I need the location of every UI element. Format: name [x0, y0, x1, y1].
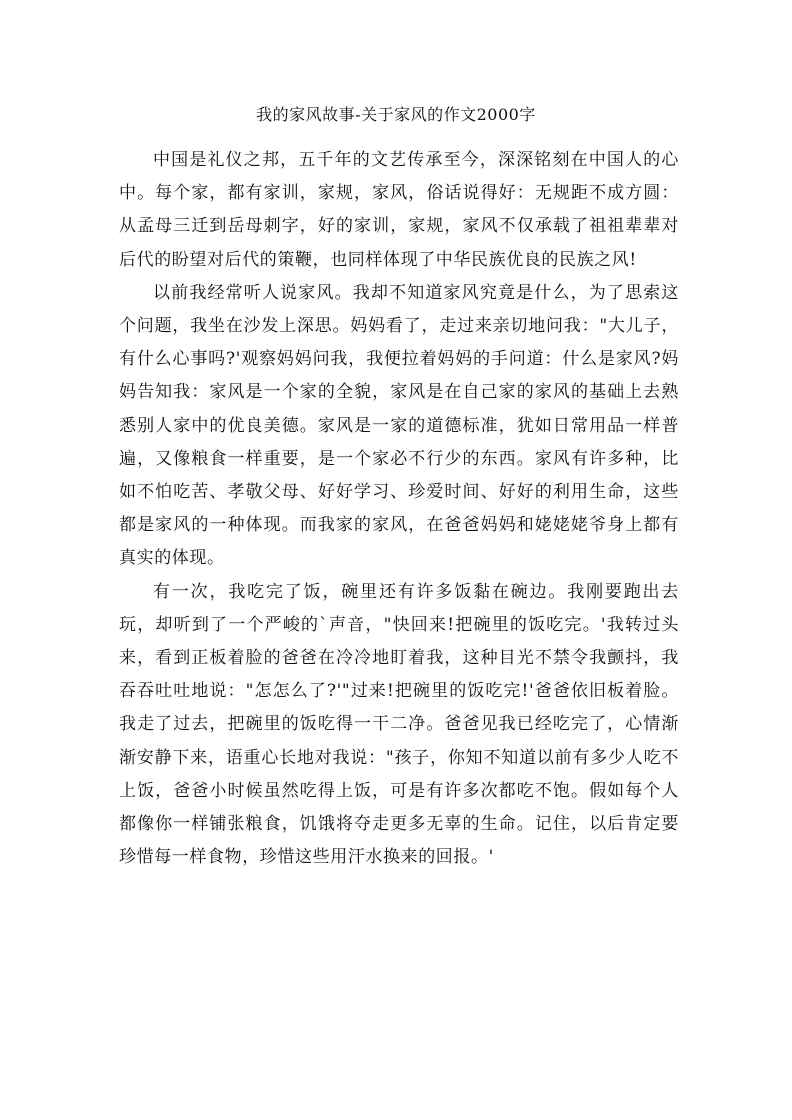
- paragraph-rice-bowl-story: 有一次，我吃完了饭，碗里还有许多饭黏在碗边。我刚要跑出去玩，却听到了一个严峻的`声音，"快回来!把碗里的饭吃完。'我转过头来，看到正板着脸的爸爸在冷冷地盯着我，这种目光不禁令我颤抖，我吞吞吐吐地说："怎怎么了?'"过来!把碗里的饭吃完!'爸爸依旧板着脸。我走了过去，把碗里的饭吃得一干二净。爸爸见我已经吃完了，心情渐渐安静下来，语重心长地对我说："孩子，你知不知道以前有多少人吃不上饭，爸爸小时候虽然吃得上饭，可是有许多次都吃不饱。假如每个人都像你一样铺张粮食，饥饿将夺走更多无辜的生命。记住，以后肯定要珍惜每一样食物，珍惜这些用汗水换来的回报。': [119, 581, 679, 868]
- paragraph-what-is-family-style: 以前我经常听人说家风。我却不知道家风究竟是什么，为了思索这个问题，我坐在沙发上深思。妈妈看了，走过来亲切地问我："大儿子，有什么心事吗?'观察妈妈问我，我便拉着妈妈的手问道：什么是家风?妈妈告知我：家风是一个家的全貌，家风是在自己家的家风的基础上去熟悉别人家中的优良美德。家风是一家的道德标准，犹如日常用品一样普遍，又像粮食一样重要，是一个家必不行少的东西。家风有许多种，比如不怕吃苦、孝敬父母、好好学习、珍爱时间、好好的利用生命，这些都是家风的一种体现。而我家的家风，在爸爸妈妈和姥姥姥爷身上都有真实的体现。: [119, 282, 679, 569]
- paragraph-intro: 中国是礼仪之邦，五千年的文艺传承至今，深深铭刻在中国人的心中。每个家，都有家训，家规，家风，俗话说得好：无规距不成方圆：从孟母三迁到岳母刺字，好的家训，家规，家风不仅承载了祖祖辈辈对后代的盼望对后代的策鞭，也同样体现了中华民族优良的民族之风!: [119, 150, 679, 270]
- document-body: [119, 144, 679, 874]
- document-title: 我的家风故事-关于家风的作文2000字: [256, 105, 536, 124]
